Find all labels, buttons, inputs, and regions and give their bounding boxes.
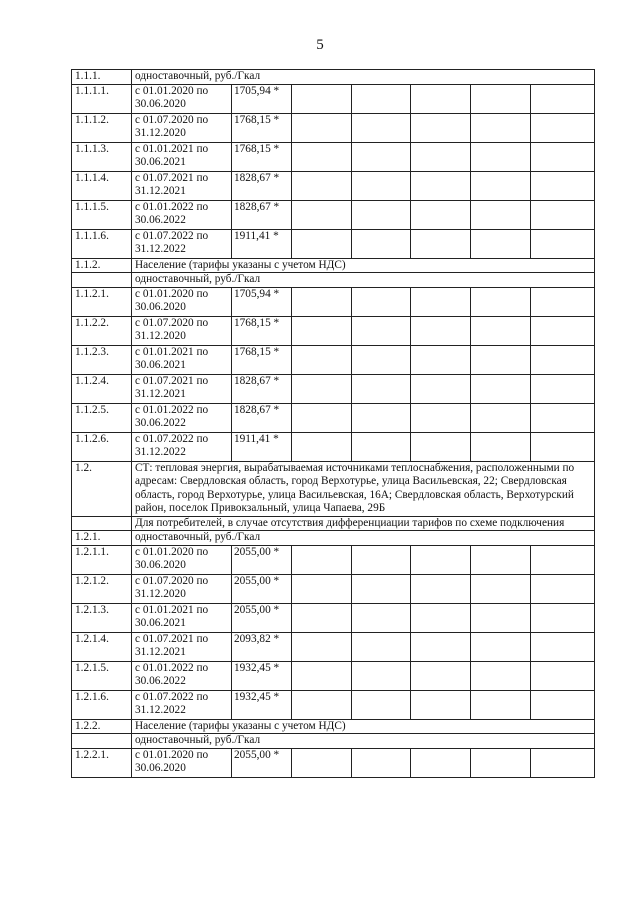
table-row [72,574,595,603]
tariff-value-cell: 1768,15 * [232,345,292,374]
table-row [72,661,595,690]
empty-cell [471,574,531,603]
empty-cell [411,603,471,632]
table-row [72,142,595,171]
period-cell: с 01.07.2020 по 31.12.2020 [132,574,232,603]
section-title-cell: СТ: тепловая энергия, вырабатываемая источниками теплоснабжения, расположенными по адресам: Свердловская область, город Верхотурье, улица Васильевская, 22; Свердловская область, город Верхотурье, улица Васильевская, 16А; Свердловская область, Верхотурский район, поселок Привокзальный, улица Чапаева, 29Б [132,461,595,516]
period-cell: с 01.01.2020 по 30.06.2020 [132,545,232,574]
section-title-cell: одноставочный, руб./Гкал [132,70,595,85]
tariff-value-cell: 1768,15 * [232,316,292,345]
empty-cell [292,690,352,719]
period-cell: с 01.07.2022 по 31.12.2022 [132,690,232,719]
table-row [72,603,595,632]
row-number-cell [72,516,132,531]
empty-cell [531,316,595,345]
empty-cell [531,84,595,113]
period-cell: с 01.01.2021 по 30.06.2021 [132,142,232,171]
empty-cell [292,748,352,777]
empty-cell [352,574,411,603]
empty-cell [531,632,595,661]
empty-cell [531,171,595,200]
empty-cell [292,661,352,690]
tariff-value-cell: 2055,00 * [232,748,292,777]
empty-cell [292,84,352,113]
empty-cell [411,690,471,719]
empty-cell [471,690,531,719]
table-section-row [72,531,595,546]
section-title-cell: одноставочный, руб./Гкал [132,734,595,749]
tariff-value-cell: 1705,94 * [232,84,292,113]
period-cell: с 01.01.2020 по 30.06.2020 [132,287,232,316]
tariff-value-cell: 2055,00 * [232,545,292,574]
table-row [72,374,595,403]
empty-cell [531,113,595,142]
row-number-cell: 1.2.1.1. [72,545,132,574]
empty-cell [292,142,352,171]
empty-cell [352,748,411,777]
empty-cell [471,287,531,316]
empty-cell [471,200,531,229]
empty-cell [531,432,595,461]
empty-cell [531,287,595,316]
empty-cell [531,748,595,777]
row-number-cell: 1.1.2.3. [72,345,132,374]
empty-cell [411,661,471,690]
row-number-cell: 1.1.1. [72,70,132,85]
row-number-cell: 1.2.1.3. [72,603,132,632]
period-cell: с 01.01.2022 по 30.06.2022 [132,661,232,690]
empty-cell [411,432,471,461]
row-number-cell: 1.1.1.2. [72,113,132,142]
empty-cell [352,171,411,200]
empty-cell [531,229,595,258]
tariff-value-cell: 2055,00 * [232,603,292,632]
table-row [72,403,595,432]
period-cell: с 01.07.2021 по 31.12.2021 [132,374,232,403]
empty-cell [471,229,531,258]
row-number-cell: 1.1.1.6. [72,229,132,258]
empty-cell [352,661,411,690]
empty-cell [411,345,471,374]
table-row [72,432,595,461]
tariff-value-cell: 1828,67 * [232,403,292,432]
empty-cell [292,113,352,142]
empty-cell [292,345,352,374]
empty-cell [471,632,531,661]
empty-cell [292,171,352,200]
empty-cell [531,374,595,403]
empty-cell [411,632,471,661]
row-number-cell: 1.1.1.4. [72,171,132,200]
empty-cell [531,345,595,374]
tariff-table [71,69,595,778]
table-section-row [72,461,595,516]
row-number-cell: 1.2.1.2. [72,574,132,603]
tariff-value-cell: 1828,67 * [232,200,292,229]
empty-cell [411,287,471,316]
empty-cell [352,690,411,719]
empty-cell [292,200,352,229]
empty-cell [471,113,531,142]
empty-cell [471,661,531,690]
period-cell: с 01.01.2022 по 30.06.2022 [132,403,232,432]
section-title-cell: Для потребителей, в случае отсутствия дифференциации тарифов по схеме подключения [132,516,595,531]
empty-cell [292,632,352,661]
empty-cell [531,690,595,719]
empty-cell [411,84,471,113]
tariff-value-cell: 1911,41 * [232,432,292,461]
empty-cell [352,345,411,374]
row-number-cell: 1.1.2.5. [72,403,132,432]
table-row [72,690,595,719]
row-number-cell: 1.1.2.6. [72,432,132,461]
empty-cell [411,374,471,403]
tariff-value-cell: 1828,67 * [232,171,292,200]
section-title-cell: одноставочный, руб./Гкал [132,531,595,546]
row-number-cell: 1.1.1.3. [72,142,132,171]
empty-cell [352,632,411,661]
tariff-value-cell: 2093,82 * [232,632,292,661]
table-row [72,545,595,574]
empty-cell [471,432,531,461]
row-number-cell: 1.1.2.2. [72,316,132,345]
empty-cell [531,661,595,690]
empty-cell [352,113,411,142]
table-row [72,84,595,113]
empty-cell [352,374,411,403]
table-section-row [72,273,595,288]
empty-cell [411,142,471,171]
empty-cell [292,287,352,316]
row-number-cell: 1.1.1.1. [72,84,132,113]
row-number-cell: 1.1.2.1. [72,287,132,316]
empty-cell [352,316,411,345]
tariff-value-cell: 1932,45 * [232,690,292,719]
empty-cell [352,545,411,574]
empty-cell [292,229,352,258]
empty-cell [352,432,411,461]
empty-cell [411,574,471,603]
section-title-cell: Население (тарифы указаны с учетом НДС) [132,719,595,734]
row-number-cell: 1.2.2. [72,719,132,734]
table-row [72,632,595,661]
period-cell: с 01.07.2020 по 31.12.2020 [132,113,232,142]
table-section-row [72,70,595,85]
period-cell: с 01.07.2020 по 31.12.2020 [132,316,232,345]
empty-cell [352,287,411,316]
empty-cell [471,171,531,200]
empty-cell [411,748,471,777]
table-row [72,316,595,345]
table-row [72,200,595,229]
row-number-cell: 1.2.2.1. [72,748,132,777]
period-cell: с 01.01.2021 по 30.06.2021 [132,345,232,374]
period-cell: с 01.07.2021 по 31.12.2021 [132,171,232,200]
row-number-cell: 1.2. [72,461,132,516]
table-row [72,113,595,142]
empty-cell [471,374,531,403]
empty-cell [531,545,595,574]
empty-cell [411,200,471,229]
row-number-cell: 1.2.1.4. [72,632,132,661]
row-number-cell: 1.1.1.5. [72,200,132,229]
empty-cell [471,403,531,432]
empty-cell [411,171,471,200]
period-cell: с 01.01.2020 по 30.06.2020 [132,84,232,113]
empty-cell [471,603,531,632]
table-section-row [72,258,595,273]
period-cell: с 01.07.2022 по 31.12.2022 [132,229,232,258]
empty-cell [531,142,595,171]
table-row [72,171,595,200]
row-number-cell: 1.2.1.5. [72,661,132,690]
section-title-cell: Население (тарифы указаны с учетом НДС) [132,258,595,273]
row-number-cell [72,273,132,288]
tariff-value-cell: 1768,15 * [232,113,292,142]
empty-cell [531,403,595,432]
tariff-value-cell: 2055,00 * [232,574,292,603]
tariff-value-cell: 1768,15 * [232,142,292,171]
empty-cell [411,545,471,574]
table-section-row [72,734,595,749]
section-title-cell: одноставочный, руб./Гкал [132,273,595,288]
table-row [72,229,595,258]
row-number-cell [72,734,132,749]
row-number-cell: 1.1.2. [72,258,132,273]
empty-cell [292,316,352,345]
empty-cell [292,403,352,432]
period-cell: с 01.07.2022 по 31.12.2022 [132,432,232,461]
empty-cell [411,113,471,142]
period-cell: с 01.01.2020 по 30.06.2020 [132,748,232,777]
empty-cell [411,229,471,258]
period-cell: с 01.01.2022 по 30.06.2022 [132,200,232,229]
period-cell: с 01.01.2021 по 30.06.2021 [132,603,232,632]
empty-cell [471,142,531,171]
tariff-value-cell: 1932,45 * [232,661,292,690]
empty-cell [531,574,595,603]
tariff-value-cell: 1705,94 * [232,287,292,316]
empty-cell [292,603,352,632]
tariff-value-cell: 1828,67 * [232,374,292,403]
period-cell: с 01.07.2021 по 31.12.2021 [132,632,232,661]
empty-cell [411,403,471,432]
empty-cell [292,432,352,461]
table-row [72,345,595,374]
empty-cell [531,200,595,229]
empty-cell [411,316,471,345]
empty-cell [531,603,595,632]
empty-cell [352,603,411,632]
empty-cell [471,545,531,574]
empty-cell [352,229,411,258]
empty-cell [471,84,531,113]
row-number-cell: 1.2.1.6. [72,690,132,719]
empty-cell [292,374,352,403]
row-number-cell: 1.2.1. [72,531,132,546]
table-section-row [72,516,595,531]
page-number: 5 [316,37,324,53]
empty-cell [292,574,352,603]
table-section-row [72,719,595,734]
empty-cell [471,316,531,345]
empty-cell [292,545,352,574]
empty-cell [471,748,531,777]
table-row [72,287,595,316]
empty-cell [352,200,411,229]
table-row [72,748,595,777]
empty-cell [352,84,411,113]
empty-cell [471,345,531,374]
empty-cell [352,142,411,171]
row-number-cell: 1.1.2.4. [72,374,132,403]
tariff-value-cell: 1911,41 * [232,229,292,258]
empty-cell [352,403,411,432]
